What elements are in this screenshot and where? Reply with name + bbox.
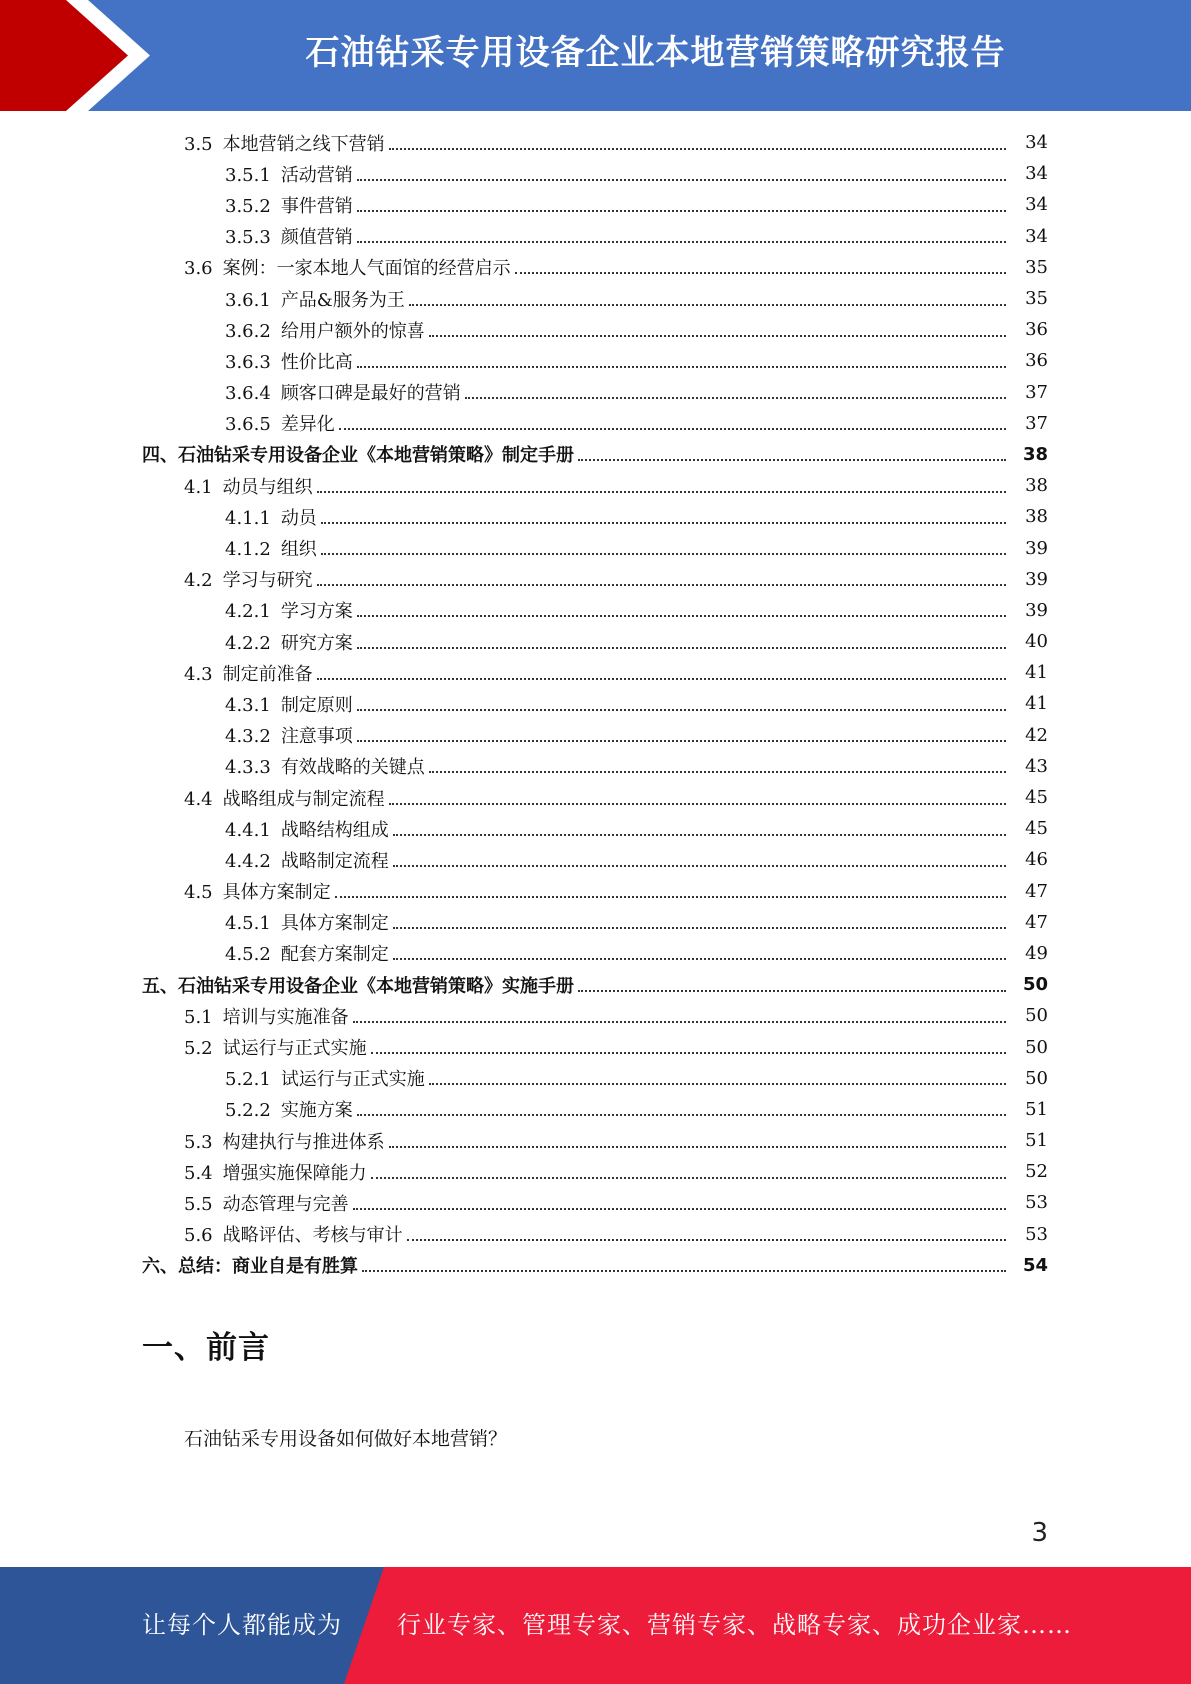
toc-entry-page: 49 [1025,942,1048,964]
toc-dot-leader [407,1239,1006,1241]
toc-entry-title [184,878,333,904]
toc-entry-title [225,940,391,966]
toc-entry[interactable] [0,969,1191,1000]
toc-entry[interactable] [0,657,1191,688]
toc-entry[interactable] [0,1000,1191,1031]
toc-entry-title [142,441,576,467]
toc-entry-label: 动员 [280,507,317,529]
toc-entry-number: 3.6.2 [225,320,271,342]
toc-entry-title [225,379,463,405]
toc-entry-page: 47 [1025,880,1048,902]
toc-entry-page: 43 [1025,755,1048,777]
toc-entry[interactable] [0,1219,1191,1250]
toc-entry-page: 34 [1025,225,1048,247]
toc-entry-label: 制定前准备 [222,663,313,685]
toc-entry-label: 差异化 [280,414,335,436]
toc-entry-page: 41 [1025,693,1048,715]
toc-dot-leader [357,179,1006,181]
toc-entry-title [184,785,387,811]
toc-entry-label: 四、石油钻采专用设备企业《本地营销策略》制定手册 [142,445,574,467]
toc-entry-page: 38 [1025,506,1048,528]
toc-dot-leader [339,428,1006,430]
toc-entry-label: 具体方案制定 [280,913,389,935]
toc-entry-title [225,504,319,530]
toc-entry-page: 46 [1025,849,1048,871]
toc-dot-leader [335,896,1006,898]
toc-entry[interactable] [0,314,1191,345]
toc-entry-number: 5.1 [184,1006,213,1028]
toc-entry-number: 3.5 [184,133,213,155]
page-number: 3 [1031,1518,1048,1548]
toc-dot-leader [321,553,1006,555]
toc-entry-label: 具体方案制定 [222,882,331,904]
toc-entry-number: 4.4 [184,788,213,810]
toc-entry[interactable] [0,751,1191,782]
toc-entry-title [225,816,391,842]
toc-entry-number: 4.3.3 [225,757,271,779]
toc-entry[interactable] [0,439,1191,470]
toc-dot-leader [429,335,1006,337]
toc-entry[interactable] [0,564,1191,595]
footer-slogan-right: 行业专家、管理专家、营销专家、战略专家、成功企业家…… [397,1611,1072,1639]
toc-entry-label: 颜值营销 [280,227,353,249]
toc-entry-label: 学习与研究 [222,570,313,592]
toc-entry[interactable] [0,221,1191,252]
toc-dot-leader [357,709,1006,711]
toc-entry[interactable] [0,189,1191,220]
toc-dot-leader [357,615,1006,617]
toc-entry-label: 本地营销之线下营销 [222,133,385,155]
toc-entry-label: 顾客口碑是最好的营销 [280,383,461,405]
toc-entry-page: 53 [1025,1192,1048,1214]
toc-dot-leader [357,647,1006,649]
toc-entry[interactable] [0,501,1191,532]
toc-dot-leader [393,865,1006,867]
toc-entry-number: 4.3.1 [225,694,271,716]
toc-entry-page: 51 [1025,1098,1048,1120]
toc-entry-number: 4.2 [184,570,213,592]
toc-entry-page: 36 [1025,350,1048,372]
toc-entry-number: 4.1.2 [225,539,271,561]
footer-slogan-left: 让每个人都能成为 [142,1611,342,1639]
toc-entry-page: 54 [1022,1254,1048,1276]
toc-entry-number: 5.2.2 [225,1100,271,1122]
toc-entry-page: 53 [1025,1223,1048,1245]
toc-dot-leader [353,1208,1006,1210]
toc-entry-page: 38 [1025,475,1048,497]
toc-entry-page: 51 [1025,1130,1048,1152]
toc-entry-label: 战略组成与制定流程 [222,788,385,810]
toc-entry-page: 38 [1022,443,1048,465]
toc-entry-title [184,1128,387,1154]
toc-entry-number: 3.5.3 [225,227,271,249]
toc-dot-leader [578,459,1006,461]
toc-entry-title [184,566,315,592]
toc-entry-page: 39 [1025,568,1048,590]
toc-entry-number: 4.3 [184,663,213,685]
toc-entry-title [225,1096,355,1122]
toc-entry-label: 性价比高 [280,351,353,373]
toc-entry-number: 3.6 [184,258,213,280]
toc-dot-leader [393,834,1006,836]
toc-entry-label: 有效战略的关键点 [280,757,425,779]
toc-dot-leader [317,678,1006,680]
toc-entry-title [184,254,513,280]
toc-entry-number: 5.5 [184,1193,213,1215]
toc-dot-leader [393,958,1006,960]
page-footer [0,1567,1191,1684]
document-title: 石油钻采专用设备企业本地营销策略研究报告 [305,33,1006,73]
toc-entry-page: 45 [1025,818,1048,840]
table-of-contents [0,127,1191,1281]
toc-entry-page: 50 [1022,974,1048,996]
toc-dot-leader [371,1052,1006,1054]
toc-entry-title [225,597,355,623]
toc-entry-number: 3.5.1 [225,164,271,186]
toc-entry-page: 35 [1025,256,1048,278]
toc-entry-number: 4.1.1 [225,507,271,529]
toc-entry-page: 52 [1025,1161,1048,1183]
toc-entry[interactable] [0,844,1191,875]
toc-entry-page: 37 [1025,412,1048,434]
toc-entry-label: 活动营销 [280,164,353,186]
toc-entry-label: 研究方案 [280,632,353,654]
toc-entry-number: 3.6.4 [225,383,271,405]
toc-entry[interactable] [0,252,1191,283]
toc-dot-leader [389,148,1006,150]
toc-entry-title [225,410,337,436]
toc-dot-leader [429,771,1006,773]
toc-entry-page: 37 [1025,381,1048,403]
toc-entry-page: 35 [1025,288,1048,310]
toc-entry-number: 4.4.1 [225,819,271,841]
toc-entry-page: 39 [1025,599,1048,621]
toc-dot-leader [371,1177,1006,1179]
toc-dot-leader [321,522,1006,524]
toc-entry[interactable] [0,1063,1191,1094]
toc-entry-page: 39 [1025,537,1048,559]
toc-entry-label: 构建执行与推进体系 [222,1131,385,1153]
toc-entry-title [225,348,355,374]
toc-entry[interactable] [0,345,1191,376]
toc-entry-label: 组织 [280,539,317,561]
toc-entry-number: 4.5 [184,882,213,904]
toc-entry[interactable] [0,595,1191,626]
toc-entry-title [225,1065,427,1091]
header-chevron-icon [0,0,160,111]
toc-entry-number: 5.2 [184,1038,213,1060]
intro-paragraph: 石油钻采专用设备如何做好本地营销？ [184,1428,508,1450]
toc-entry-label: 战略评估、考核与审计 [222,1225,403,1247]
toc-entry-title [225,722,355,748]
toc-entry-label: 战略结构组成 [280,819,389,841]
toc-entry[interactable] [0,813,1191,844]
toc-entry-number: 5.3 [184,1131,213,1153]
toc-entry-title [184,1159,369,1185]
toc-entry-title [184,130,387,156]
toc-entry-page: 45 [1025,787,1048,809]
toc-entry[interactable] [0,876,1191,907]
toc-entry-label: 给用户额外的惊喜 [280,320,425,342]
toc-dot-leader [357,366,1006,368]
toc-entry[interactable] [0,1094,1191,1125]
toc-entry-number: 4.4.2 [225,850,271,872]
toc-dot-leader [357,1114,1006,1116]
toc-entry-page: 42 [1025,724,1048,746]
toc-entry-number: 3.6.5 [225,414,271,436]
toc-entry-label: 产品&服务为王 [280,289,405,311]
toc-entry-page: 50 [1025,1067,1048,1089]
toc-entry-number: 3.6.1 [225,289,271,311]
toc-dot-leader [362,1270,1006,1272]
toc-entry[interactable] [0,127,1191,158]
toc-entry-label: 五、石油钻采专用设备企业《本地营销策略》实施手册 [142,975,574,997]
toc-entry-number: 4.2.1 [225,601,271,623]
toc-entry-label: 配套方案制定 [280,944,389,966]
toc-entry[interactable] [0,907,1191,938]
toc-entry-label: 案例：一家本地人气面馆的经营启示 [222,258,511,280]
toc-entry-title [184,1221,405,1247]
toc-entry-title [184,1034,369,1060]
toc-entry-page: 34 [1025,163,1048,185]
toc-entry-page: 50 [1025,1005,1048,1027]
toc-entry-title [225,286,407,312]
toc-entry-title [184,660,315,686]
toc-dot-leader [353,1021,1006,1023]
toc-entry-number: 4.5.1 [225,913,271,935]
toc-entry-page: 50 [1025,1036,1048,1058]
toc-entry-number: 3.5.2 [225,195,271,217]
toc-entry-title [142,972,576,998]
toc-entry-label: 事件营销 [280,195,353,217]
toc-entry-page: 47 [1025,911,1048,933]
toc-dot-leader [357,210,1006,212]
toc-entry-title [225,317,427,343]
toc-entry-number: 4.2.2 [225,632,271,654]
toc-entry[interactable] [0,532,1191,563]
toc-entry-label: 试运行与正式实施 [280,1069,425,1091]
toc-entry-label: 试运行与正式实施 [222,1038,367,1060]
toc-dot-leader [515,272,1006,274]
toc-entry-title [142,1252,360,1278]
toc-entry-title [184,1190,351,1216]
toc-entry-page: 34 [1025,132,1048,154]
toc-entry-title [225,535,319,561]
toc-entry[interactable] [0,1250,1191,1281]
toc-entry-label: 培训与实施准备 [222,1006,349,1028]
toc-entry-label: 动员与组织 [222,476,313,498]
toc-dot-leader [429,1083,1006,1085]
toc-dot-leader [357,241,1006,243]
toc-entry[interactable] [0,408,1191,439]
toc-entry[interactable] [0,626,1191,657]
toc-entry-title [225,161,355,187]
toc-entry[interactable] [0,688,1191,719]
toc-entry-number: 4.3.2 [225,726,271,748]
toc-dot-leader [317,584,1006,586]
toc-entry-label: 学习方案 [280,601,353,623]
toc-entry[interactable] [0,1156,1191,1187]
toc-entry[interactable] [0,1187,1191,1218]
toc-dot-leader [393,927,1006,929]
section-heading: 一、前言 [142,1330,270,1366]
toc-entry-number: 5.6 [184,1225,213,1247]
toc-entry-page: 40 [1025,631,1048,653]
toc-entry-title [225,909,391,935]
page-header [0,0,1191,111]
toc-entry[interactable] [0,158,1191,189]
toc-entry-page: 36 [1025,319,1048,341]
toc-entry-title [225,192,355,218]
toc-entry-label: 实施方案 [280,1100,353,1122]
toc-entry-label: 战略制定流程 [280,850,389,872]
toc-entry[interactable] [0,782,1191,813]
toc-entry-title [225,629,355,655]
toc-entry[interactable] [0,283,1191,314]
toc-entry-title [225,753,427,779]
toc-entry-number: 4.1 [184,476,213,498]
toc-entry-number: 5.2.1 [225,1069,271,1091]
toc-dot-leader [317,491,1006,493]
toc-entry[interactable] [0,377,1191,408]
toc-entry-label: 增强实施保障能力 [222,1162,367,1184]
toc-entry-title [225,223,355,249]
toc-dot-leader [389,803,1006,805]
toc-dot-leader [465,397,1006,399]
toc-entry-title [225,847,391,873]
toc-dot-leader [578,990,1006,992]
toc-entry-page: 34 [1025,194,1048,216]
toc-entry-title [184,1003,351,1029]
toc-entry[interactable] [0,720,1191,751]
toc-entry[interactable] [0,1125,1191,1156]
toc-entry-number: 4.5.2 [225,944,271,966]
toc-entry-label: 六、总结：商业自是有胜算 [142,1256,358,1278]
toc-entry-label: 注意事项 [280,726,353,748]
toc-entry-label: 动态管理与完善 [222,1193,349,1215]
toc-entry[interactable] [0,470,1191,501]
toc-dot-leader [389,1146,1006,1148]
toc-entry-number: 3.6.3 [225,351,271,373]
toc-entry[interactable] [0,938,1191,969]
toc-entry-title [225,691,355,717]
toc-entry-label: 制定原则 [280,694,353,716]
toc-entry-page: 41 [1025,662,1048,684]
toc-dot-leader [409,304,1006,306]
toc-entry[interactable] [0,1031,1191,1062]
toc-entry-title [184,473,315,499]
toc-dot-leader [357,740,1006,742]
toc-entry-number: 5.4 [184,1162,213,1184]
